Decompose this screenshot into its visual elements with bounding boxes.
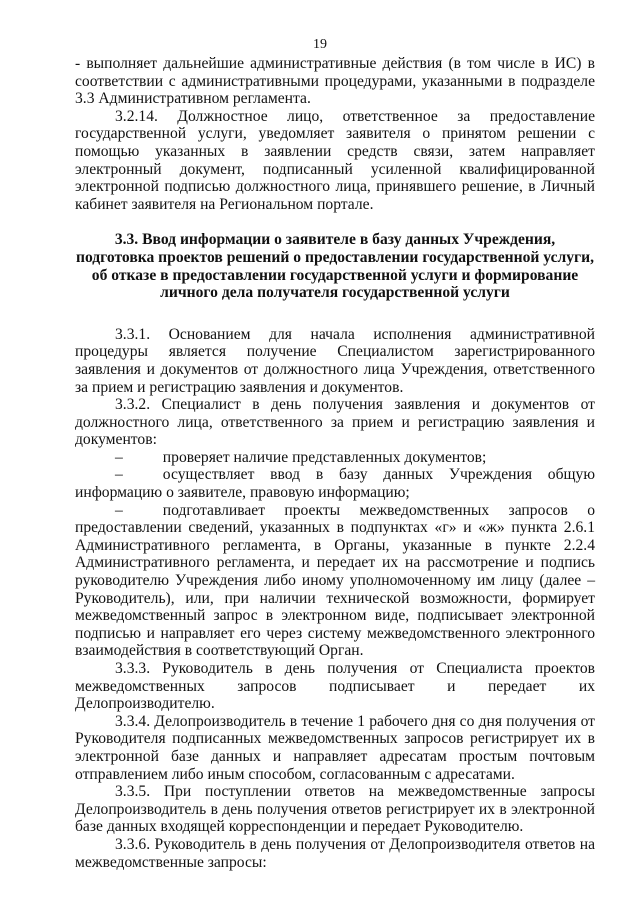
paragraph-3-2-14: 3.2.14. Должностное лицо, ответственное за предоставление государственной услуги, уведомляет заявителя о принятом решении с помощью указанных в заявлении средств связи, затем направляет электронный документ, подписанный усиленной квалифицированной электронной подписью должностного лица, принявшего решение, в Личный кабинет заявителя на Региональном портале. xyxy=(75,107,595,213)
paragraph-3-3-1: 3.3.1. Основанием для начала исполнения административной процедуры является получение Специалистом зарегистрированного заявления и документов от должностного лица Учреждения, ответственного за прием и регистрацию заявления и документов. xyxy=(75,325,595,396)
list-item xyxy=(75,466,595,501)
list-item xyxy=(75,449,595,467)
paragraph-3-3-6: 3.3.6. Руководитель в день получения от Делопроизводителя ответов на межведомственные запросы: xyxy=(75,835,595,871)
list-dash: – xyxy=(115,501,123,519)
paragraph-3-3-2: 3.3.2. Специалист в день получения заявления и документов от должностного лица, ответственного за прием и регистрацию заявления и документов: xyxy=(75,396,595,449)
list-item-text: осуществляет ввод в базу данных Учреждения общую информацию о заявителе, правовую информацию; xyxy=(75,466,595,502)
heading-line: об отказе в предоставлении государственной услуги и формирование xyxy=(91,266,579,284)
section-heading-3-3 xyxy=(75,231,595,301)
list-item-text: проверяет наличие представленных документов; xyxy=(162,448,487,466)
paragraph-intro: - выполняет дальнейшие административные действия (в том числе в ИС) в соответствии с административными процедурами, указанными в подразделе 3.3 Административном регламента. xyxy=(75,55,595,108)
document-body xyxy=(75,55,595,871)
list-dash: – xyxy=(115,466,123,484)
list-dash: – xyxy=(115,448,123,466)
list-item xyxy=(75,502,595,660)
heading-line: 3.3. Ввод информации о заявителе в базу данных Учреждения, xyxy=(114,231,556,249)
paragraph-3-3-4: 3.3.4. Делопроизводитель в течение 1 рабочего дня со дня получения от Руководителя подписанных межведомственных запросов регистрирует их в электронной базе данных и направляет адресатам простым почтовым отправлением либо иным способом, согласованным с адресатами. xyxy=(75,712,595,783)
paragraph-3-3-5: 3.3.5. При поступлении ответов на межведомственные запросы Делопроизводитель в день получения ответов регистрирует их в электронной базе данных входящей корреспонденции и передает Руководителю. xyxy=(75,783,595,836)
heading-line: личного дела получателя государственной услуги xyxy=(160,284,510,302)
paragraph-3-3-3: 3.3.3. Руководитель в день получения от Специалиста проектов межведомственных запросов подписывает и передает их Делопроизводителю. xyxy=(75,660,595,713)
list-item-text: подготавливает проекты межведомственных запросов о предоставлении сведений, указанных в подпунктах «г» и «ж» пункта 2.6.1 Административного регламента, в Органы, указанные в пункте 2.2.4 Административного регламента, и передает их на рассмотрение и подпись руководителю Учреждения либо иному уполномоченному им лицу (далее – Руководитель), или, при наличии технической возможности, формирует межведомственный запрос в электронном виде, подписывает электронной подписью и направляет его через систему межведомственного электронного взаимодействия в соответствующий Орган. xyxy=(75,501,595,660)
heading-line: подготовка проектов решений о предоставлении государственной услуги, xyxy=(75,248,595,266)
page-number: 19 xyxy=(313,37,327,52)
